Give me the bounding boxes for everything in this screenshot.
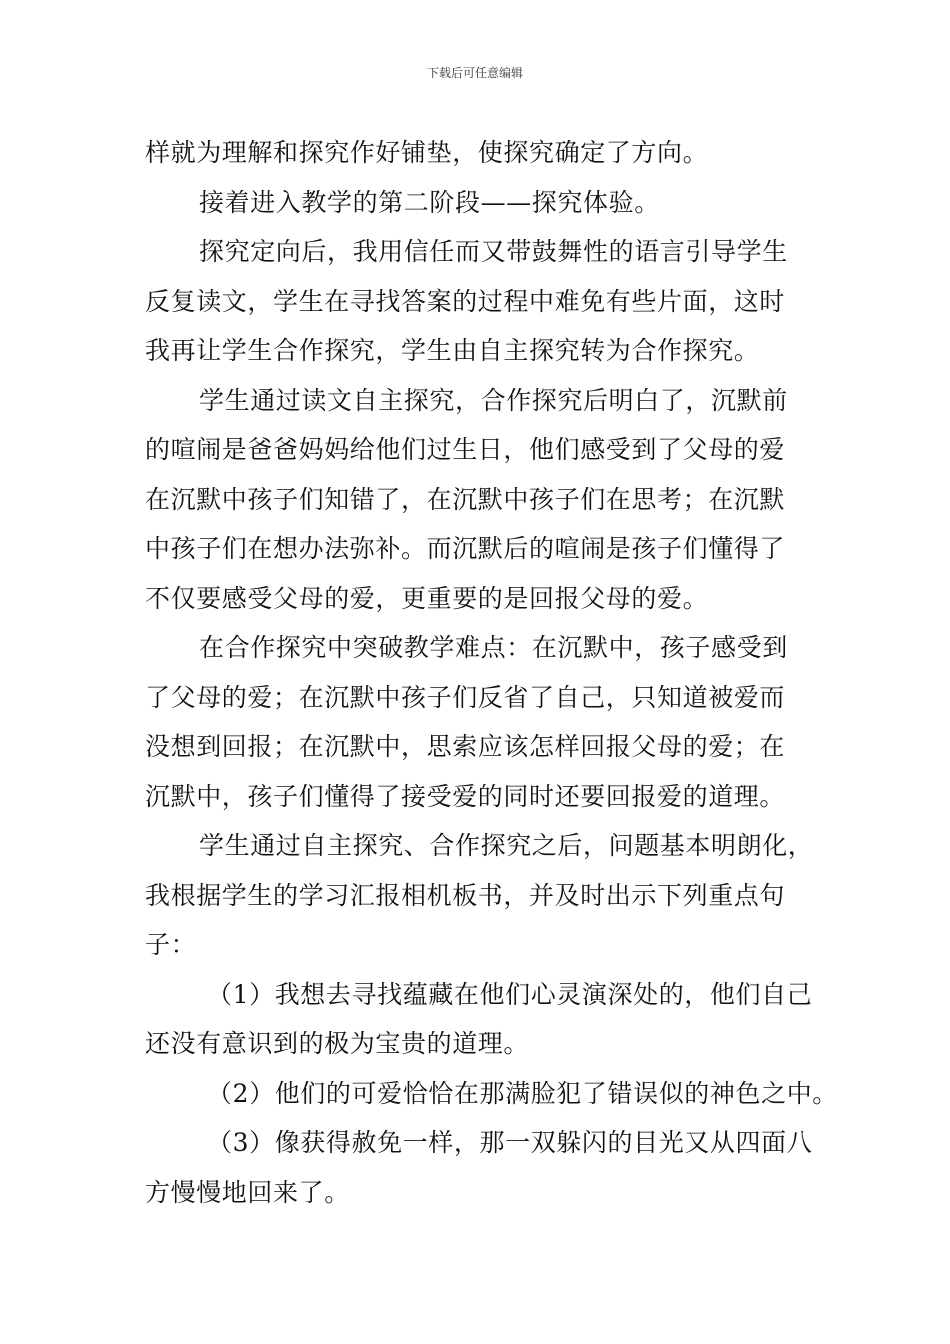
page-header: 下载后可任意编辑 <box>426 66 523 80</box>
text-line: （1）我想去寻找蕴藏在他们心灵演深处的，他们自己 <box>207 979 813 1009</box>
body-text <box>145 128 838 1217</box>
text-line: 接着进入教学的第二阶段——探究体验。 <box>199 187 660 217</box>
text-line: 没想到回报；在沉默中，思索应该怎样回报父母的爱；在 <box>145 732 786 761</box>
text-line: 子： <box>145 930 197 959</box>
text-line: 在沉默中孩子们知错了，在沉默中孩子们在思考；在沉默 <box>145 484 786 514</box>
text-line: 反复读文，学生在寻找答案的过程中难免有些片面，这时 <box>145 286 786 316</box>
text-line: 我根据学生的学习汇报相机板书，并及时出示下列重点句 <box>145 880 786 910</box>
text-line: 了父母的爱；在沉默中孩子们反省了自己，只知道被爱而 <box>145 682 786 712</box>
text-line: 样就为理解和探究作好铺垫，使探究确定了方向。 <box>145 138 709 167</box>
text-line: 方慢慢地回来了。 <box>145 1177 350 1207</box>
text-line: 学生通过自主探究、合作探究之后，问题基本明朗化， <box>199 831 814 860</box>
text-line: （2）他们的可爱恰恰在那满脸犯了错误似的神色之中。 <box>207 1078 838 1108</box>
text-line: 的喧闹是爸爸妈妈给他们过生日，他们感受到了父母的爱 <box>145 435 786 464</box>
text-line: 探究定向后，我用信任而又带鼓舞性的语言引导学生 <box>199 237 788 266</box>
text-line: 学生通过读文自主探究，合作探究后明白了，沉默前 <box>199 385 788 415</box>
text-line: （3）像获得赦免一样，那一双躲闪的目光又从四面八 <box>207 1128 813 1157</box>
text-line: 还没有意识到的极为宝贵的道理。 <box>145 1029 530 1058</box>
text-line: 在合作探究中突破教学难点：在沉默中，孩子感受到 <box>199 633 788 662</box>
text-line: 中孩子们在想办法弥补。而沉默后的喧闹是孩子们懂得了 <box>145 534 786 563</box>
text-line: 不仅要感受父母的爱，更重要的是回报父母的爱。 <box>145 583 709 613</box>
text-line: 我再让学生合作探究，学生由自主探究转为合作探究。 <box>145 336 760 365</box>
text-line: 沉默中，孩子们懂得了接受爱的同时还要回报爱的道理。 <box>145 781 786 811</box>
